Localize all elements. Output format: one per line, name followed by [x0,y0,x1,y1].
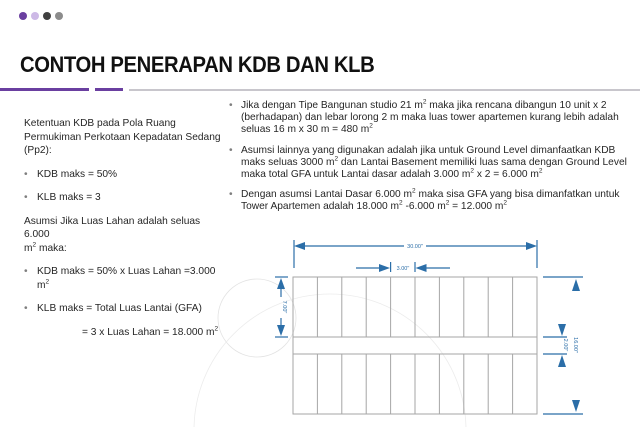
decor-circle-small [218,279,296,357]
decor-dot [31,12,39,20]
unit-dividers-bottom [317,354,512,414]
bullet-klb-calc: • KLB maks = Total Luas Lantai (GFA) [24,302,224,316]
divider-rule [129,89,640,91]
right-text-column [229,100,634,222]
bullet-kdb-max: • KDB maks = 50% [24,168,224,182]
accent-rule-short [95,88,123,91]
decor-dots [19,12,63,20]
bullet-remaining-gfa: • Dengan asumsi Lantai Dasar 6.000 $m^2$ maka sisa GFA yang bisa dimanfatkan untuk Tower Apartemen adalah 18.000 $m^2$ -6.000 $m^2 = 12.000$ $m^2$ [229,189,634,213]
unit-depth-label: 7.00" [281,300,287,314]
decor-circle-large [194,294,466,427]
left-text-column [24,117,224,339]
assumption-paragraph: Asumsi Jika Luas Lahan adalah seluas 6.000 $m^2$ maka: [24,215,201,254]
unit-dividers-top [317,277,512,337]
slide-title: CONTOH PENERAPAN KDB DAN KLB [20,52,375,77]
accent-rule [0,88,89,91]
bullet-kdb-calc: • KDB maks = 50% x Luas Lahan =3.000 $m^2$ [24,265,224,292]
decor-dot [55,12,63,20]
intro-paragraph: Ketentuan KDB pada Pola Ruang Permukiman Perkotaan Kepadatan Sedang (Pp2): [24,118,221,156]
klb-result: = 3 x Luas Lahan = 18.000 $m^2$ [82,325,219,338]
decor-dot [43,12,51,20]
bullet-ground-level: • Asumsi lainnya yang digunakan adalah jika untuk Ground Level dimanfaatkan KDB maks seluas 3000 $m^2$ dan Lantai Basement memiliki luas sama dengan Ground Level maka total GFA untuk Lantai dasar adalah 3.000 $m^2$ x 2 = 6.000 $m^2$ [229,145,634,182]
corridor-label: 2.00" [562,338,568,352]
bullet-tower-area: • Jika dengan Tipe Bangunan studio 21 $m^2$ maka jika rencana dibangun 10 unit x 2 (berhadapan) dan lebar lorong 2 m maka luas tower apartemen kurang lebih adalah seluas 16 m x 30 m = 480 $m^2$ [229,100,634,137]
dimension-lines [275,240,583,414]
unit-grid [293,277,537,414]
unit-width-label: 3.00" [396,266,410,272]
total-depth-label: 16.00" [572,337,578,353]
bullet-klb-max: • KLB maks = 3 [24,191,224,205]
decor-dot [19,12,27,20]
total-width-label: 30.00" [407,244,423,250]
